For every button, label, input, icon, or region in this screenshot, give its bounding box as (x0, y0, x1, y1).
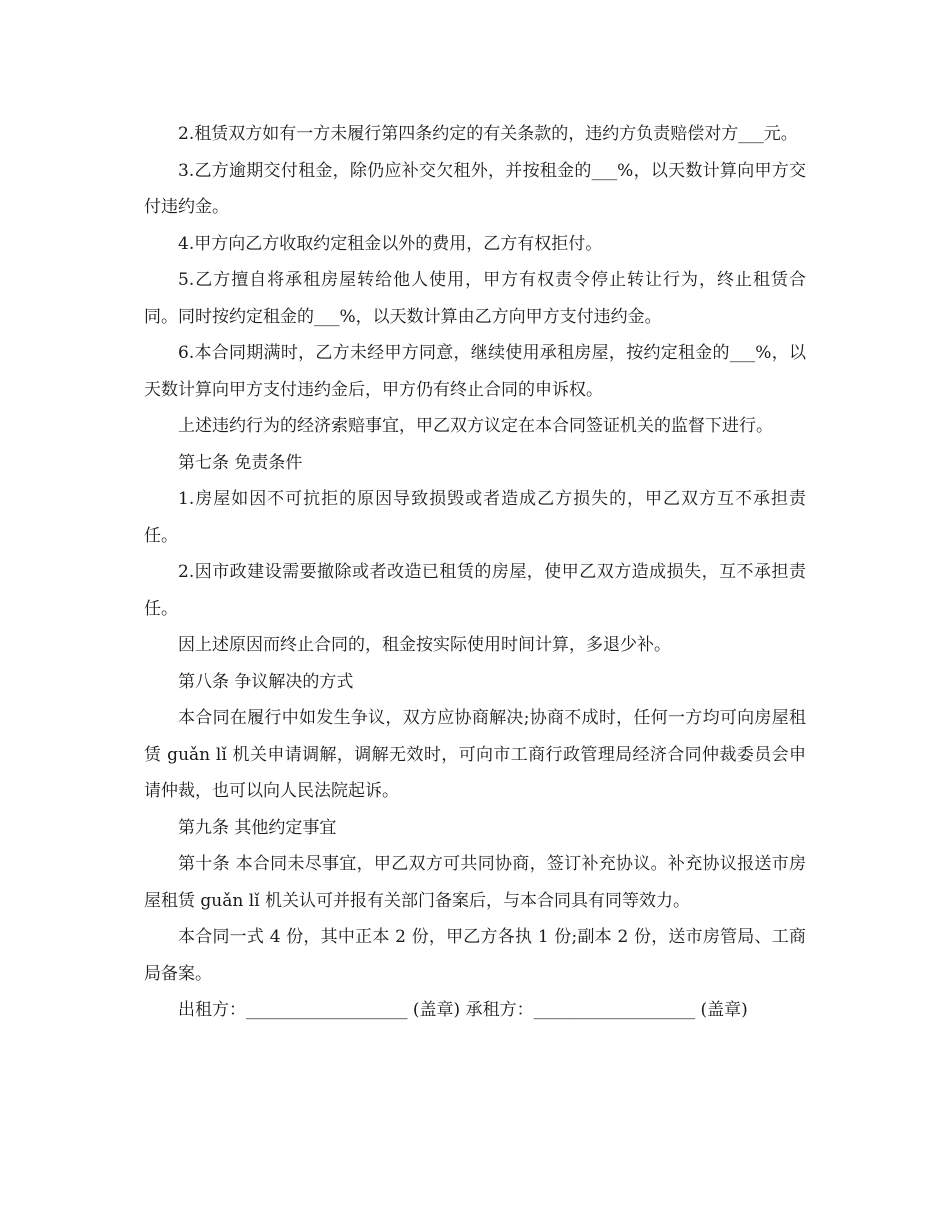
clause-force-majeure: 1.房屋如因不可抗拒的原因导致损毁或者造成乙方损失的，甲乙双方互不承担责任。 (144, 489, 806, 546)
clause-copies: 本合同一式 4 份，其中正本 2 份，甲乙方各执 1 份;副本 2 份，送市房管局、工商局备案。 (144, 927, 806, 984)
signature-line: 出租方：___________________ (盖章) 承租方：___________________ (盖章) (178, 1000, 748, 1020)
article-7-heading: 第七条 免责条件 (178, 452, 303, 473)
article-10-supplementary: 第十条 本合同未尽事宜，甲乙双方可共同协商，签订补充协议。补充协议报送市房屋租赁 guǎn lǐ 机关认可并报有关部门备案后，与本合同具有同等效力。 (144, 854, 806, 911)
clause-dispute-resolution: 本合同在履行中如发生争议，双方应协商解决;协商不成时，任何一方均可向房屋租赁 guǎn lǐ 机关申请调解，调解无效时，可向市工商行政管理局经济合同仲裁委员会申请仲裁，也可以向人民法院起诉。 (144, 708, 806, 801)
clause-unauthorized-sublet: 5.乙方擅自将承租房屋转给他人使用，甲方有权责令停止转让行为，终止租赁合同。同时按约定租金的___%，以天数计算由乙方向甲方支付违约金。 (144, 270, 806, 327)
clause-extra-fees: 4.甲方向乙方收取约定租金以外的费用，乙方有权拒付。 (178, 233, 603, 254)
document-body (144, 116, 806, 1029)
clause-late-rent-penalty: 3.乙方逾期交付租金，除仍应补交欠租外，并按租金的___%，以天数计算向甲方交付违约金。 (144, 160, 806, 217)
clause-rent-settlement: 因上述原因而终止合同的，租金按实际使用时间计算，多退少补。 (178, 635, 671, 655)
article-8-heading: 第八条 争议解决的方式 (178, 671, 354, 692)
clause-overstay-penalty: 6.本合同期满时，乙方未经甲方同意，继续使用承租房屋，按约定租金的___%，以天数计算向甲方支付违约金后，甲方仍有终止合同的申诉权。 (144, 343, 806, 400)
clause-claims-supervision: 上述违约行为的经济索赔事宜，甲乙双方议定在本合同签证机关的监督下进行。 (178, 416, 773, 436)
clause-breach-compensation: 2.租赁双方如有一方未履行第四条约定的有关条款的，违约方负责赔偿对方___元。 (178, 124, 798, 144)
clause-municipal-construction: 2.因市政建设需要撤除或者改造已租赁的房屋，使甲乙双方造成损失，互不承担责任。 (144, 562, 806, 619)
article-9-heading: 第九条 其他约定事宜 (178, 817, 337, 838)
